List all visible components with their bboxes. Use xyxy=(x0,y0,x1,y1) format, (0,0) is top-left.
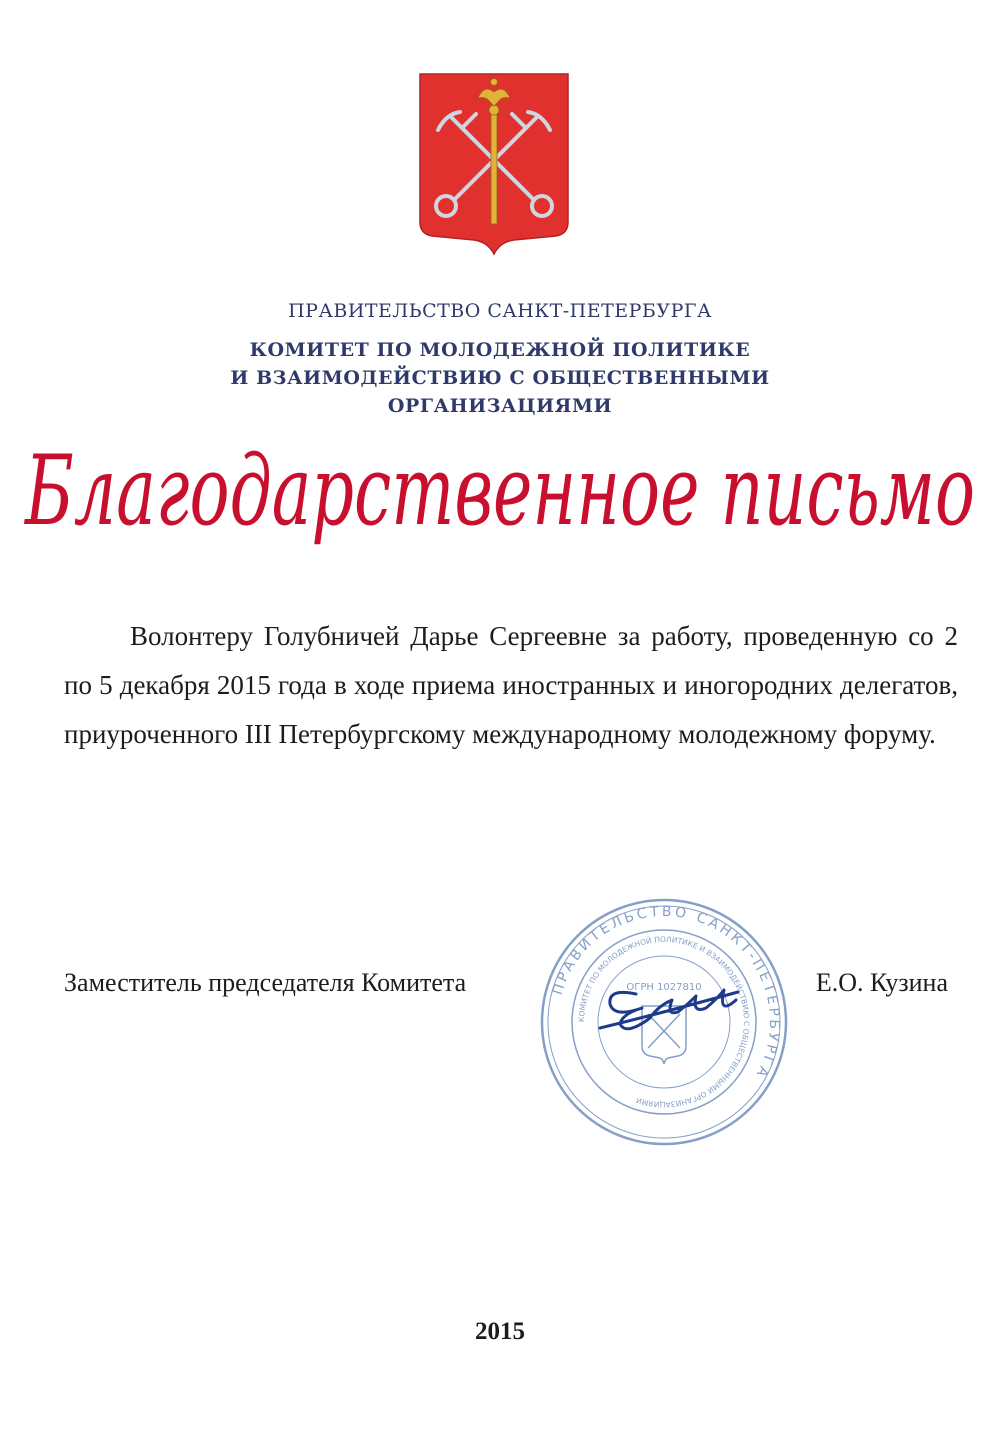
handwritten-signature-icon xyxy=(600,990,738,1029)
stamp-ogrn: ОГРН 1027810 xyxy=(626,982,702,993)
svg-text:КОМИТЕТ ПО МОЛОДЕЖНОЙ ПОЛИТИКЕ xyxy=(577,935,751,1109)
stamp-outer-text: ПРАВИТЕЛЬСТВО САНКТ-ПЕТЕРБУРГА xyxy=(549,903,783,1082)
letter-year: 2015 xyxy=(475,1318,525,1345)
letter-title-text: Благодарственное письмо xyxy=(23,435,975,547)
coat-of-arms-icon xyxy=(418,72,570,256)
committee-line-3: ОРГАНИЗАЦИЯМИ xyxy=(387,395,613,417)
letter-body-text: Волонтеру Голубничей Дарье Сергеевне за работу, проведенную со 2 по 5 декабря 2015 года в ходе приема иностранных и иногородних делегатов, приуроченного III Петербургскому международному молодежному форуму. xyxy=(64,621,958,749)
committee-name xyxy=(0,336,1000,420)
stamp-inner-text: КОМИТЕТ ПО МОЛОДЕЖНОЙ ПОЛИТИКЕ И ВЗАИМОДЕЙСТВИЮ С ОБЩЕСТВЕННЫМИ ОРГАНИЗАЦИЯМИ xyxy=(576,934,752,1110)
letter-title xyxy=(0,420,1000,570)
signatory-name: Е.О. Кузина xyxy=(815,968,948,997)
committee-line-2: И ВЗАИМОДЕЙСТВИЮ С ОБЩЕСТВЕННЫМИ xyxy=(230,367,770,389)
official-stamp-icon xyxy=(538,896,790,1148)
committee-line-1: КОМИТЕТ ПО МОЛОДЕЖНОЙ ПОЛИТИКЕ xyxy=(249,339,751,361)
letter-body xyxy=(64,612,958,759)
signatory-position: Заместитель председателя Комитета xyxy=(64,968,467,997)
government-title: ПРАВИТЕЛЬСТВО САНКТ-ПЕТЕРБУРГА xyxy=(288,300,712,322)
